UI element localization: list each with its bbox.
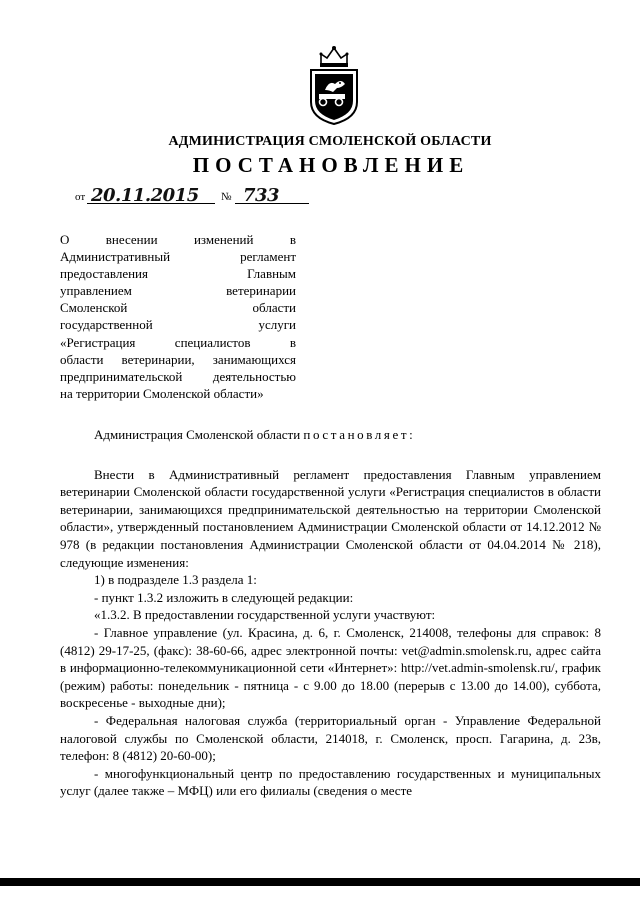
organization-title: АДМИНИСТРАЦИЯ СМОЛЕНСКОЙ ОБЛАСТИ <box>168 134 492 149</box>
document-subject <box>60 231 296 402</box>
subject-line: Смоленской области <box>60 300 296 316</box>
subject-line: на территории Смоленской области» <box>60 385 264 401</box>
subject-line: государственной услуги <box>60 317 296 333</box>
document-body <box>60 426 601 800</box>
subject-line: предоставления Главным <box>60 266 296 282</box>
resolution-intro <box>60 426 601 444</box>
body-paragraph: Внести в Административный регламент предоставления Главным управлением ветеринарии Смоленской области государственной услуги «Регистрация специалистов в области ветеринарии, занимающихся предпринимательской деятельностью на территории Смоленской области», утвержденный постановлением Администрации Смоленской области от 14.12.2012 № 978 (в редакции постановления Администрации Смоленской области от 04.04.2014 № 218), следующие изменения: <box>60 466 601 570</box>
document-type-title: ПОСТАНОВЛЕНИЕ <box>192 153 470 177</box>
number-prefix: № <box>221 191 232 203</box>
coat-of-arms-emblem <box>303 44 365 128</box>
subject-line: О внесении изменений в <box>60 232 296 247</box>
intro-lead: Администрация Смоленской области <box>94 427 304 442</box>
intro-decree-word: постановляет: <box>303 427 416 442</box>
subject-line: области ветеринарии, занимающихся <box>60 351 296 367</box>
date-number-line <box>75 182 315 206</box>
body-paragraph: 1) в подразделе 1.3 раздела 1: <box>94 572 257 588</box>
handwritten-number: 733 <box>243 185 280 206</box>
body-paragraph: - пункт 1.3.2 изложить в следующей редакции: <box>94 589 354 605</box>
body-paragraph: «1.3.2. В предоставлении государственной услуги участвуют: <box>94 607 436 623</box>
body-paragraph: - Главное управление (ул. Красина, д. 6, г. Смоленск, 214008, телефоны для справок: 8 (4812) 29-17-25, (факс): 38-60-66, адрес электронной почты: vet@admin.smolensk.ru, адрес сайта в информационно-телекоммуникационной сети «Интернет»: http://vet.admin-smolensk.ru/, график (режим) работы: понедельник - пятница - с 9.00 до 18.00 (перерыв с 13.00 до 14.00), суббота, воскресенье - выходные дни); <box>60 624 601 711</box>
subject-line: «Регистрация специалистов в <box>60 334 296 350</box>
date-prefix: от <box>75 191 86 203</box>
handwritten-date: 20.11.2015 <box>91 185 199 206</box>
scan-bottom-border <box>0 878 640 886</box>
subject-line: предпринимательской деятельностью <box>60 368 296 384</box>
subject-line: Административный регламент <box>60 249 296 265</box>
subject-line: управлением ветеринарии <box>60 283 296 299</box>
body-paragraph: - многофункциональный центр по предоставлению государственных и муниципальных услуг (далее также – МФЦ) или его филиалы (сведения о месте <box>60 765 601 799</box>
body-paragraph: - Федеральная налоговая служба (территориальный орган - Управление Федеральной налоговой службы по Смоленской области, 214018, г. Смоленск, просп. Гагарина, д. 23в, телефон: 8 (4812) 20-60-00); <box>60 712 601 764</box>
